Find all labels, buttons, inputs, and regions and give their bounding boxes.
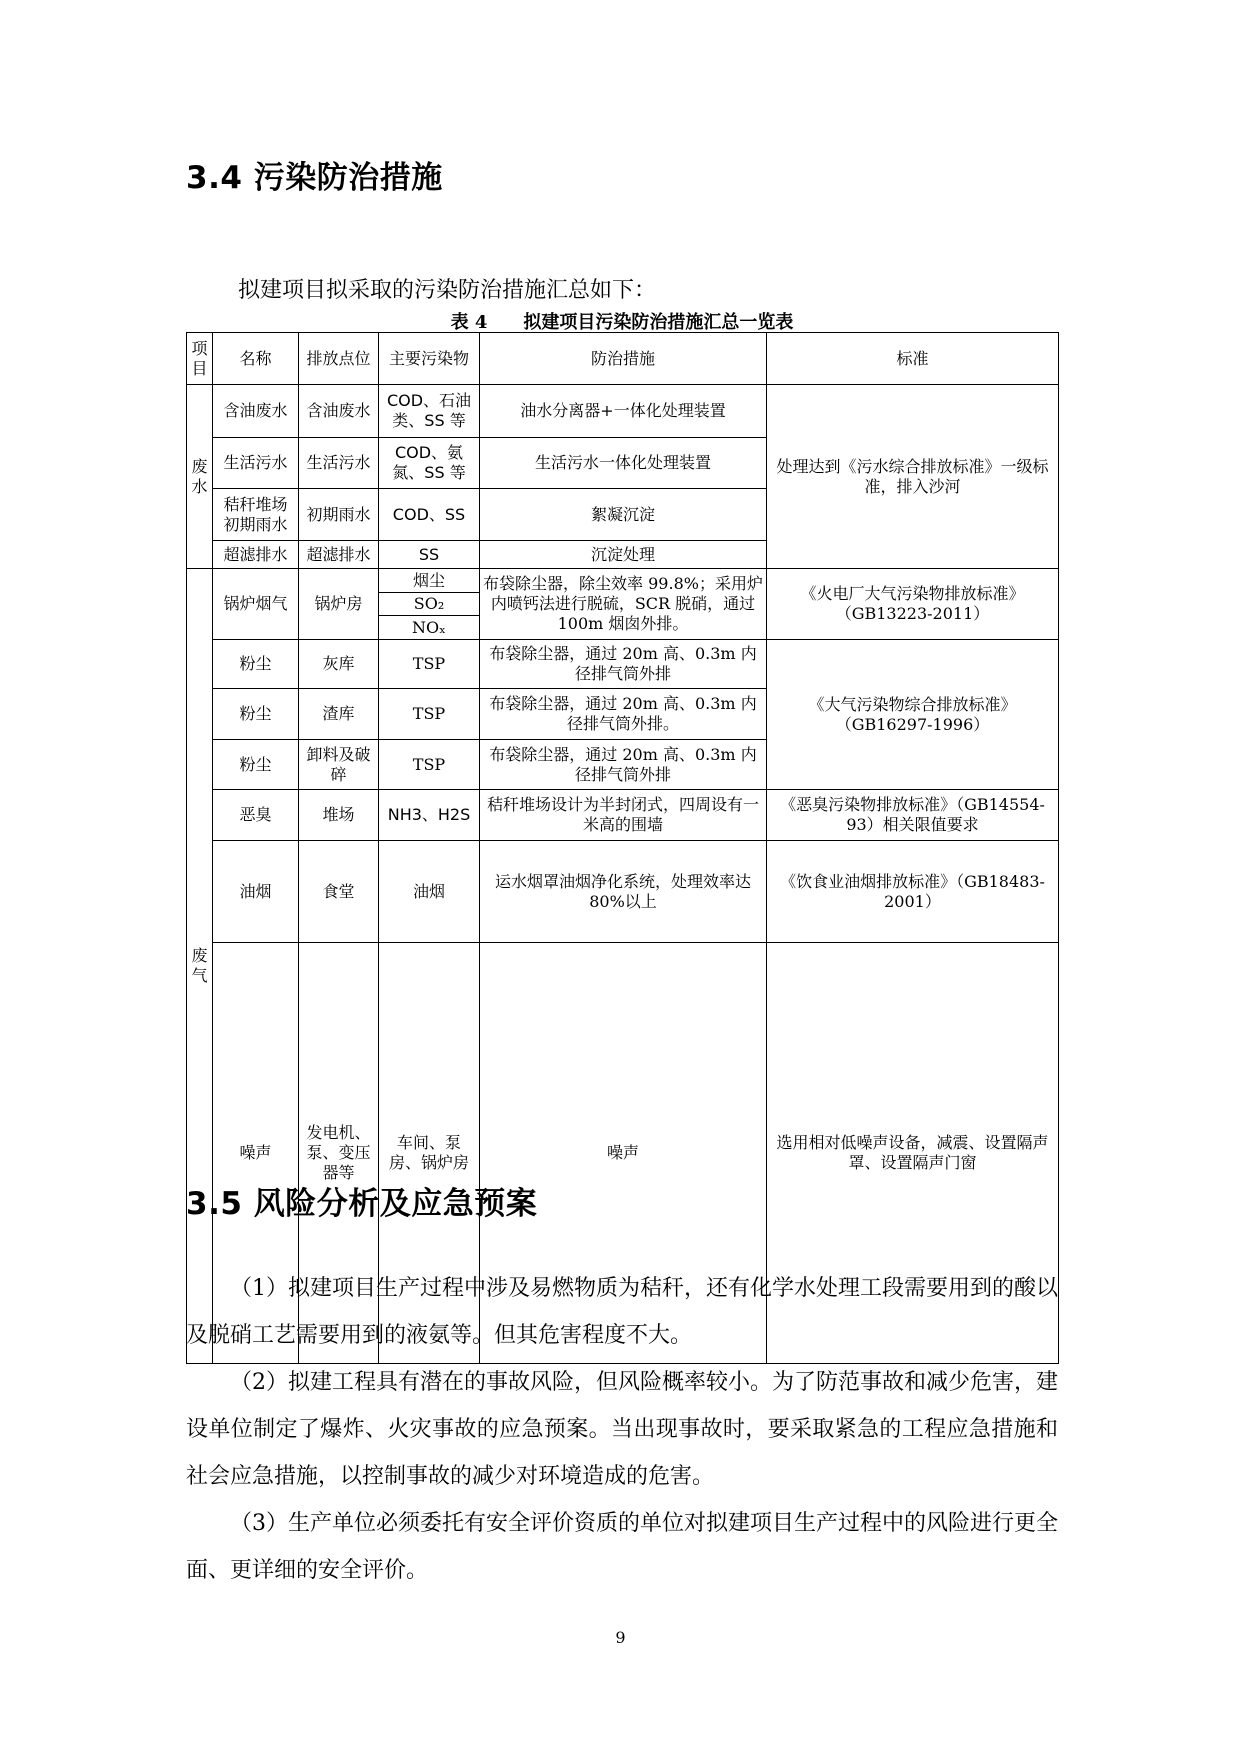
- cell-measure: 油水分离器+一体化处理装置: [480, 385, 767, 438]
- cell-location: 初期雨水: [299, 489, 379, 541]
- section-3-5-heading: 3.5 风险分析及应急预案: [186, 1186, 538, 1222]
- header-name: 名称: [213, 333, 299, 385]
- table-header-row: [187, 333, 1059, 385]
- cell-name: 粉尘: [213, 740, 299, 790]
- table-row: [187, 569, 1059, 593]
- cell-name: 生活污水: [213, 438, 299, 489]
- table-row: [187, 640, 1059, 689]
- cell-name: 超滤排水: [213, 541, 299, 569]
- cell-standard-boiler: 《火电厂大气污染物排放标准》（GB13223-2011）: [767, 569, 1059, 640]
- cell-pollutant: COD、氨氮、SS 等: [379, 438, 480, 489]
- paragraph: （1）拟建项目生产过程中涉及易燃物质为秸秆，还有化学水处理工段需要用到的酸以及脱硝工艺需要用到的液氨等。但其危害程度不大。: [186, 1276, 1058, 1348]
- cell-standard-wastewater: 处理达到《污水综合排放标准》一级标准，排入沙河: [767, 385, 1059, 569]
- cell-name: 秸秆堆场初期雨水: [213, 489, 299, 541]
- cell-location: 车间、泵房、锅炉房: [379, 943, 480, 1364]
- cell-name: 锅炉烟气: [213, 569, 299, 640]
- cell-measure: 生活污水一体化处理装置: [480, 438, 767, 489]
- cell-pollutant: 油烟: [379, 841, 480, 943]
- header-pollutant: 主要污染物: [379, 333, 480, 385]
- cell-pollutant: SS: [379, 541, 480, 569]
- cell-location: 锅炉房: [299, 569, 379, 640]
- cell-name: 发电机、泵、变压器等: [299, 943, 379, 1364]
- cell-standard-odor: 《恶臭污染物排放标准》（GB14554-93）相关限值要求: [767, 790, 1059, 841]
- cell-measure: 运水烟罩油烟净化系统，处理效率达 80%以上: [480, 841, 767, 943]
- cell-location: 超滤排水: [299, 541, 379, 569]
- cell-measure: 布袋除尘器，通过 20m 高、0.3m 内径排气筒外排: [480, 640, 767, 689]
- table-row: [187, 385, 1059, 438]
- paragraph: （2）拟建工程具有潜在的事故风险，但风险概率较小。为了防范事故和减少危害，建设单位制定了爆炸、火灾事故的应急预案。当出现事故时，要采取紧急的工程应急措施和社会应急措施，以控制事故的减少对环境造成的危害。: [186, 1370, 1058, 1489]
- cell-pollutant: SO₂: [379, 593, 480, 616]
- category-wastewater: 废水: [187, 385, 213, 569]
- category-exhaust: 废气: [187, 569, 213, 1364]
- cell-pollutant: TSP: [379, 640, 480, 689]
- cell-pollutant: NOₓ: [379, 616, 480, 640]
- cell-measure: 布袋除尘器，通过 20m 高、0.3m 内径排气筒外排: [480, 740, 767, 790]
- table-caption: 表 4 拟建项目污染防治措施汇总一览表: [450, 312, 794, 333]
- cell-pollutant: COD、石油类、SS 等: [379, 385, 480, 438]
- cell-pollutant: 烟尘: [379, 569, 480, 593]
- cell-standard-fumes: 《饮食业油烟排放标准》（GB18483-2001）: [767, 841, 1059, 943]
- cell-name: 油烟: [213, 841, 299, 943]
- cell-measure: 沉淀处理: [480, 541, 767, 569]
- category-noise: 噪声: [213, 943, 299, 1364]
- cell-pollutant: COD、SS: [379, 489, 480, 541]
- section-3-4-heading: 3.4 污染防治措施: [186, 160, 443, 196]
- cell-location: 食堂: [299, 841, 379, 943]
- cell-location: 生活污水: [299, 438, 379, 489]
- cell-pollutant: 噪声: [480, 943, 767, 1364]
- page-number: 9: [615, 1628, 626, 1647]
- table-row: [187, 841, 1059, 943]
- cell-name: 恶臭: [213, 790, 299, 841]
- header-category: 项目: [187, 333, 213, 385]
- cell-measure: 布袋除尘器，通过 20m 高、0.3m 内径排气筒外排。: [480, 689, 767, 740]
- table-intro-text: 拟建项目拟采取的污染防治措施汇总如下：: [238, 278, 657, 303]
- cell-measure: 布袋除尘器，除尘效率 99.8%；采用炉内喷钙法进行脱硫，SCR 脱硝，通过 100m 烟囱外排。: [480, 569, 767, 640]
- header-standard: 标准: [767, 333, 1059, 385]
- cell-pollutant: TSP: [379, 740, 480, 790]
- cell-name: 粉尘: [213, 640, 299, 689]
- header-measure: 防治措施: [480, 333, 767, 385]
- cell-measure: 选用相对低噪声设备，减震、设置隔声罩、设置隔声门窗: [767, 943, 1059, 1364]
- risk-analysis-body: [186, 1265, 1058, 1594]
- cell-pollutant: TSP: [379, 689, 480, 740]
- cell-standard-dust: 《大气污染物综合排放标准》（GB16297-1996）: [767, 640, 1059, 790]
- cell-location: 含油废水: [299, 385, 379, 438]
- paragraph: （3）生产单位必须委托有安全评价资质的单位对拟建项目生产过程中的风险进行更全面、更详细的安全评价。: [186, 1511, 1058, 1583]
- cell-measure: 秸秆堆场设计为半封闭式，四周设有一米高的围墙: [480, 790, 767, 841]
- cell-location: 堆场: [299, 790, 379, 841]
- header-location: 排放点位: [299, 333, 379, 385]
- table-row: [187, 790, 1059, 841]
- cell-location: 灰库: [299, 640, 379, 689]
- cell-pollutant: NH3、H2S: [379, 790, 480, 841]
- cell-location: 渣库: [299, 689, 379, 740]
- cell-measure: 絮凝沉淀: [480, 489, 767, 541]
- cell-name: 含油废水: [213, 385, 299, 438]
- cell-location: 卸料及破碎: [299, 740, 379, 790]
- cell-name: 粉尘: [213, 689, 299, 740]
